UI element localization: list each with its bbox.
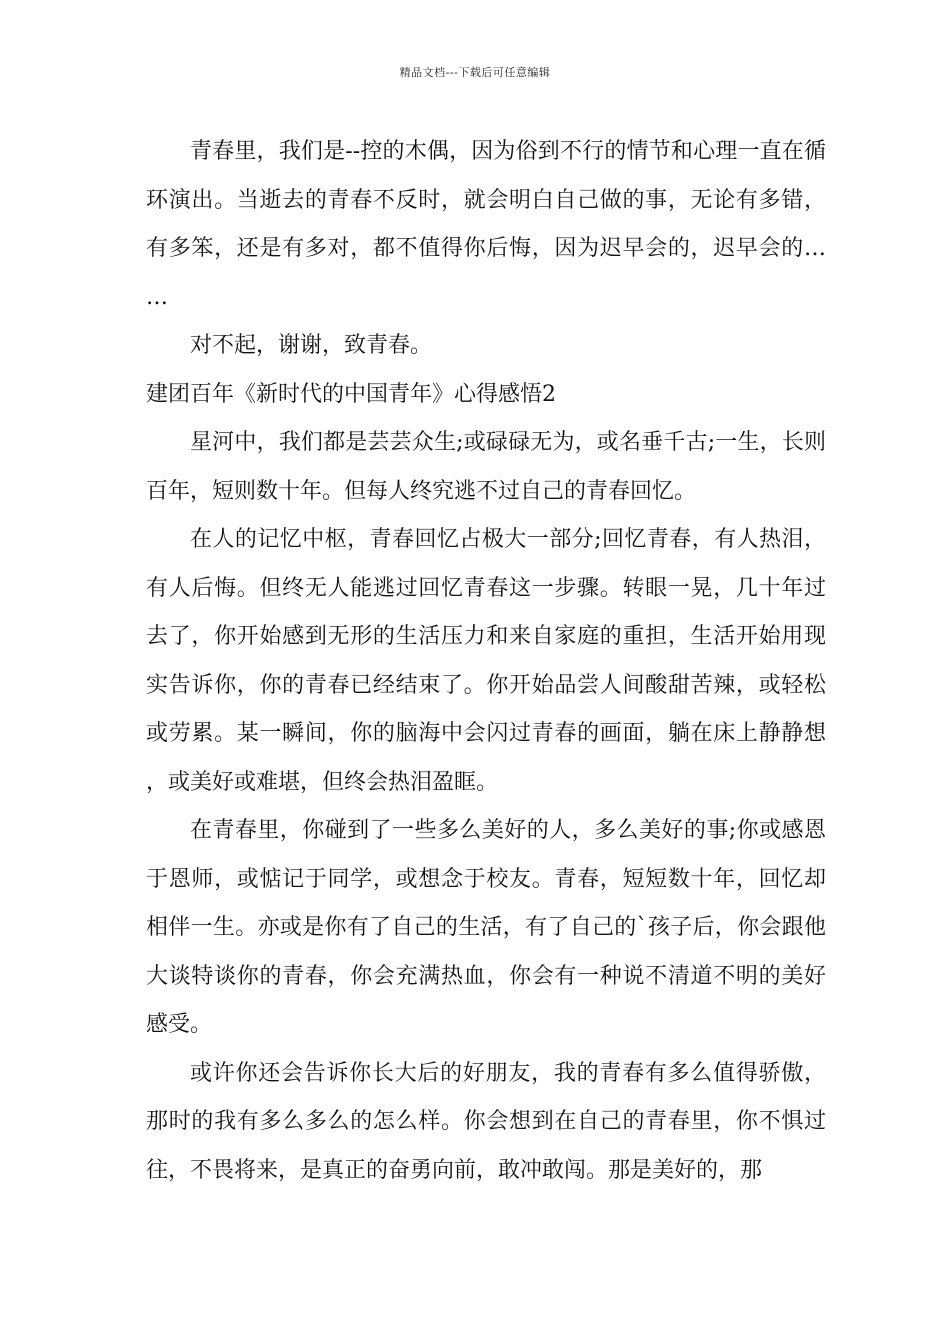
- page-header: 精品文档---下载后可任意编辑: [399, 66, 551, 79]
- paragraph-4: 在人的记忆中枢，青春回忆占极大一部分;回忆青春，有人热泪，有人后悔。但终无人能逃过回忆青春这一步骤。转眼一晃，几十年过去了，你开始感到无形的生活压力和来自家庭的重担，生活开始用现实告诉你，你的青春已经结束了。你开始品尝人间酸甜苦辣，或轻松或劳累。某一瞬间，你的脑海中会闪过青春的画面，躺在床上静静想，或美好或难堪，但终会热泪盈眶。: [146, 527, 826, 795]
- paragraph-6: 或许你还会告诉你长大后的好朋友，我的青春有多么值得骄傲，那时的我有多么多么的怎么样。你会想到在自己的青春里，你不惧过往，不畏将来，是真正的奋勇向前，敢冲敢闯。那是美好的，那: [146, 1060, 826, 1183]
- section-heading: 建团百年《新时代的中国青年》心得感悟2: [146, 381, 556, 407]
- document-body: [146, 128, 826, 1195]
- paragraph-1: 青春里，我们是--控的木偶，因为俗到不行的情节和心理一直在循环演出。当逝去的青春不反时，就会明白自己做的事，无论有多错，有多笨，还是有多对，都不值得你后悔，因为迟早会的，迟早会的……: [146, 139, 826, 310]
- paragraph-3: 星河中，我们都是芸芸众生;或碌碌无为，或名垂千古;一生，长则百年，短则数十年。但每人终究逃不过自己的青春回忆。: [146, 430, 826, 504]
- paragraph-5: 在青春里，你碰到了一些多么美好的人，多么美好的事;你或感恩于恩师，或惦记于同学，或想念于校友。青春，短短数十年，回忆却相伴一生。亦或是你有了自己的生活，有了自己的`孩子后，你会跟他大谈特谈你的青春，你会充满热血，你会有一种说不清道不明的美好感受。: [146, 818, 826, 1037]
- paragraph-2: 对不起，谢谢，致青春。: [190, 333, 433, 358]
